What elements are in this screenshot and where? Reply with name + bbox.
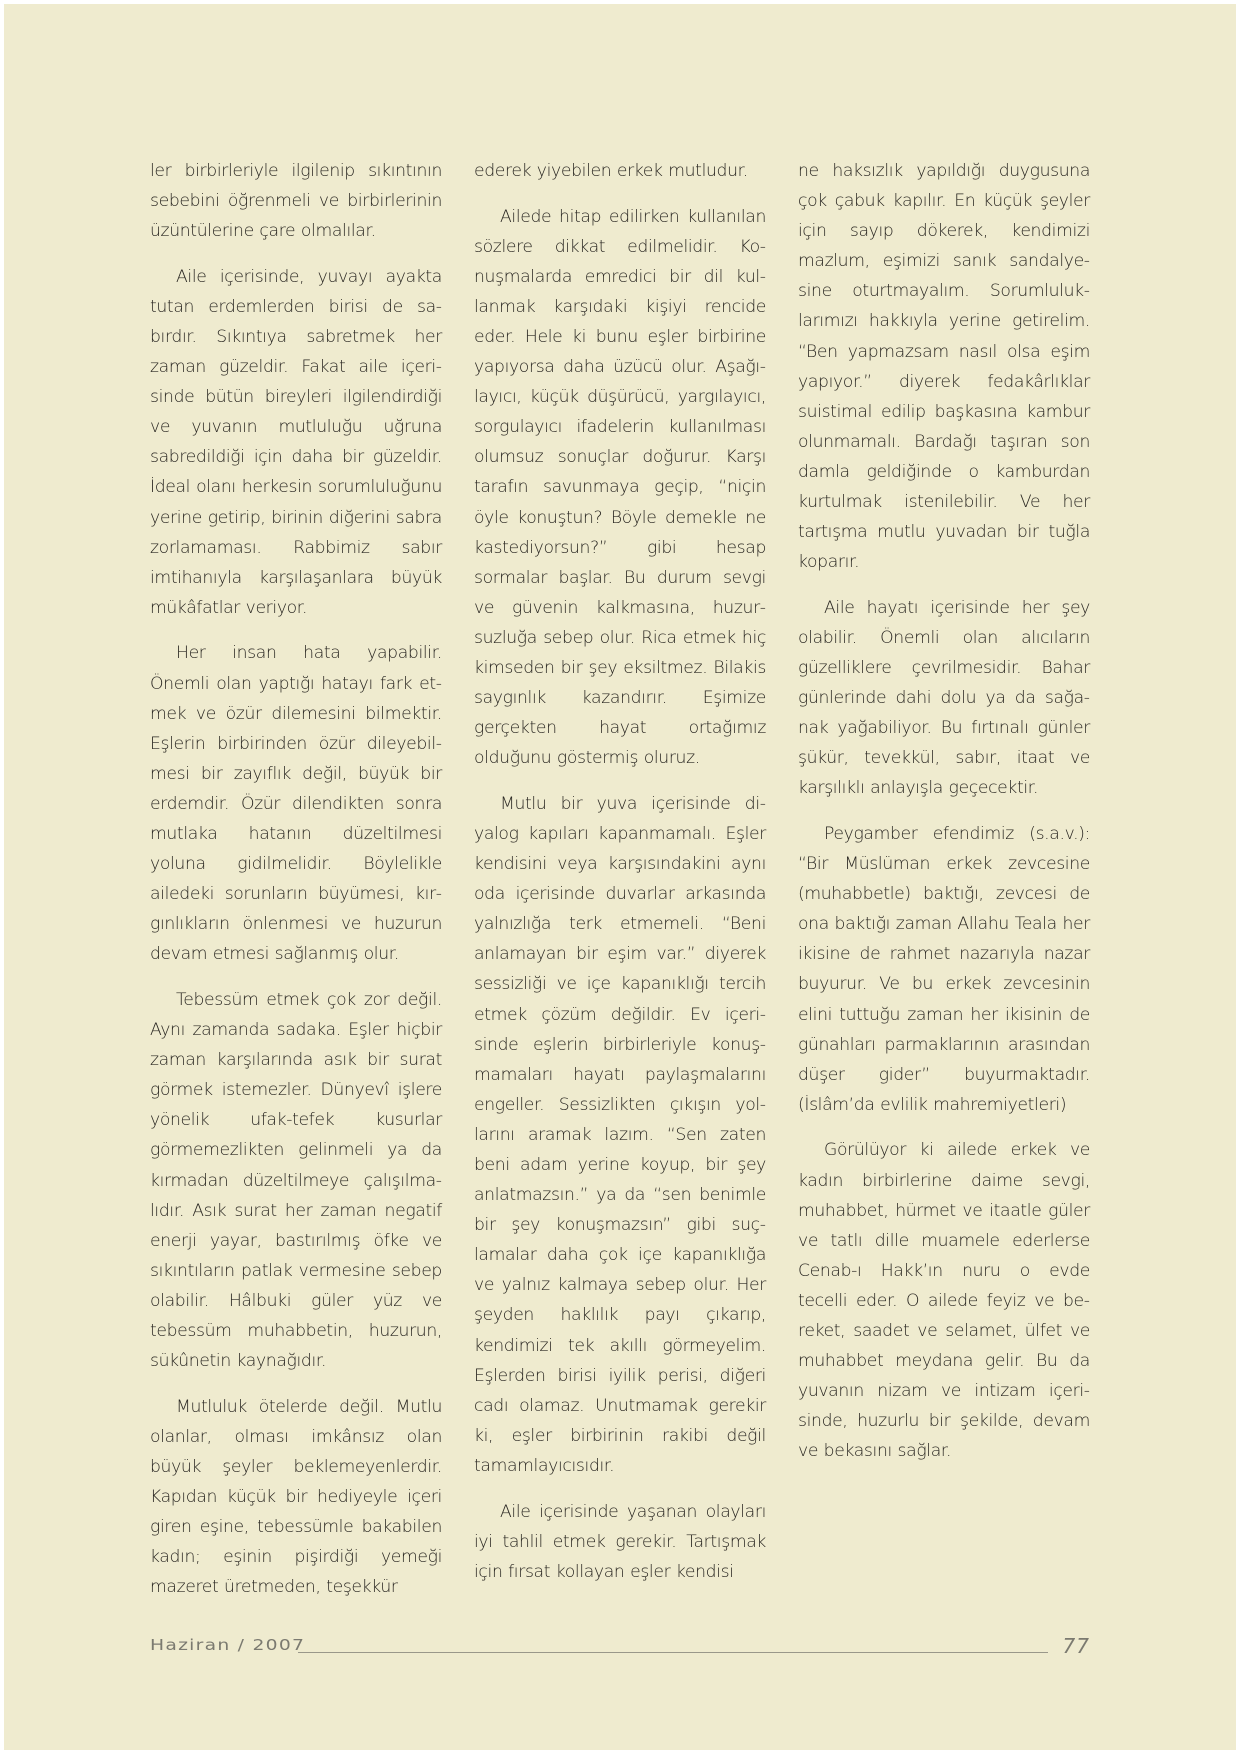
paragraph: ler birbirleriyle ilgilenip sıkıntının sebebini öğrenmeli ve birbirlerinin üzüntülerine çare olmalılar. [150,161,442,242]
paragraph: Mutluluk ötelerde değil. Mutlu olanlar, olması imkânsız olan büyük şeyler beklemeyenlerdir. Kapıdan küçük bir hediyeyle içeri giren eşine, tebessümle bakabilen kadın; eşinin pişirdiği yemeği mazeret üretmeden, teşekkür [150,1396,442,1598]
magazine-page [4,4,1236,1750]
paragraph: ederek yiyebilen erkek mutludur. [474,161,748,181]
paragraph: Peygamber efendimiz (s.a.v.): “Bir Müslüman erkek zevcesine (muhabbetle) baktığı, zevcesi de ona baktığı zaman Allahu Teala her ikisine de rahmet nazarıyla nazar buyurur. Ve bu erkek zevcesinin elini tuttuğu zaman her ikisinin de günahları parmaklarının arasından düşer gider” buyurmaktadır. (İslâm’da evlilik mahremiyetleri) [798,823,1090,1115]
paragraph: ne haksızlık yapıldığı duygusuna çok çabuk kapılır. En küçük şeyler için sayıp dökerek, kendimizi mazlum, eşimizi sanık sandalyesine oturtmayalım. Sorumluluklarımızı hakkıyla yerine getirelim. “Ben yapmazsam nasıl olsa eşim yapıyor.” diyerek fedakârlıklar suistimal edilip başkasına kambur olunmamalı. Bardağı taşıran son damla geldiğinde o kamburdan kurtulmak istenilebilir. Ve her tartışma mutlu yuvadan bir tuğla koparır. [798,161,1090,573]
paragraph: Aile hayatı içerisinde her şey olabilir. Önemli olan alıcıların güzelliklere çevrilmesidir. Bahar günlerinde dahi dolu ya da sağanak yağabiliyor. Bu fırtınalı günler şükür, tevekkül, sabır, itaat ve karşılıklı anlayışla geçecektir. [798,597,1090,799]
paragraph: Aile içerisinde, yuvayı ayakta tutan erdemlerden birisi de sabırdır. Sıkıntıya sabretmek her zaman güzeldir. Fakat aile içerisinde bütün bireyleri ilgilendirdiği ve yuvanın mutluluğu uğruna sabredildiği için daha bir güzeldir. İdeal olanı herkesin sorumluluğunu yerine getirip, birinin diğerini sabra zorlamaması. Rabbimiz sabır imtihanıyla karşılaşanlara büyük mükâfatlar veriyor. [150,266,442,618]
footer-divider [298,1652,1048,1653]
column-middle [474,156,766,1602]
paragraph: Aile içerisinde yaşanan olayları iyi tahlil etmek gerekir. Tartışmak için fırsat kollayan eşler kendisi [474,1501,766,1582]
paragraph: Her insan hata yapabilir. Önemli olan yaptığı hatayı fark etmek ve özür dilemesini bilmektir. Eşlerin birbirinden özür dileyebilmesi bir zayıflık değil, büyük bir erdemdir. Özür dilendikten sonra mutlaka hatanın düzeltilmesi yoluna gidilmelidir. Böylelikle ailedeki sorunların büyümesi, kırgınlıkların önlenmesi ve huzurun devam etmesi sağlanmış olur. [150,643,442,965]
issue-date: Haziran / 2007 [150,1636,306,1654]
paragraph: Tebessüm etmek çok zor değil. Aynı zamanda sadaka. Eşler hiçbir zaman karşılarında asık bir surat görmek istemezler. Dünyevî işlere yönelik ufak-tefek kusurlar görmemezlikten gelinmeli ya da kırmadan düzeltilmeye çalışılmalıdır. Asık surat her zaman negatif enerji yayar, bastırılmış öfke ve sıkıntıların patlak vermesine sebep olabilir. Hâlbuki güler yüz ve tebessüm muhabbetin, huzurun, sükûnetin kaynağıdır. [150,989,442,1372]
article-body [150,156,1090,1602]
column-right [798,156,1090,1602]
paragraph: Görülüyor ki ailede erkek ve kadın birbirlerine daime sevgi, muhabbet, hürmet ve itaatle güler ve tatlı dille muamele ederlerse Cenab-ı Hakk’ın nuru o evde tecelli eder. O ailede feyiz ve bereket, saadet ve selamet, ülfet ve muhabbet meydana gelir. Bu da yuvanın nizam ve intizam içerisinde, huzurlu bir şekilde, devam ve bekasını sağlar. [798,1140,1090,1462]
paragraph: Ailede hitap edilirken kullanılan sözlere dikkat edilmelidir. Konuşmalarda emredici bir dil kullanmak karşıdaki kişiyi rencide eder. Hele ki bunu eşler birbirine yapıyorsa daha üzücü olur. Aşağılayıcı, küçük düşürücü, yargılayıcı, sorgulayıcı ifadelerin kullanılması olumsuz sonuçlar doğurur. Karşı tarafın savunmaya geçip, “niçin öyle konuştun? Böyle demekle ne kastediyorsun?” gibi hesap sormalar başlar. Bu durum sevgi ve güvenin kalkmasına, huzursuzluğa sebep olur. Rica etmek hiç kimseden bir şey eksiltmez. Bilakis saygınlık kazandırır. Eşimize gerçekten hayat ortağımız olduğunu göstermiş oluruz. [474,206,766,769]
column-left [150,156,442,1602]
paragraph: Mutlu bir yuva içerisinde diyalog kapıları kapanmamalı. Eşler kendisini veya karşısındakini aynı oda içerisinde duvarlar arkasında yalnızlığa terk etmemeli. “Beni anlamayan bir eşim var.” diyerek sessizliği ve içe kapanıklığı tercih etmek çözüm değildir. Ev içerisinde eşlerin birbirleriyle konuşmamaları hayatı paylaşmalarını engeller. Sessizlikten çıkışın yollarını aramak lazım. “Sen zaten beni adam yerine koyup, bir şey anlatmazsın.” ya da “sen benimle bir şey konuşmazsın” gibi suçlamalar daha çok içe kapanıklığa ve yalnız kalmaya sebep olur. Her şeyden haklılık payı çıkarıp, kendimizi tek akıllı görmeyelim. Eşlerden birisi iyilik perisi, diğeri cadı olamaz. Unutmamak gerekir ki, eşler birbirinin rakibi değil tamamlayıcısıdır. [474,793,766,1476]
page-footer [150,1636,1090,1656]
page-number: 77 [1062,1634,1090,1658]
